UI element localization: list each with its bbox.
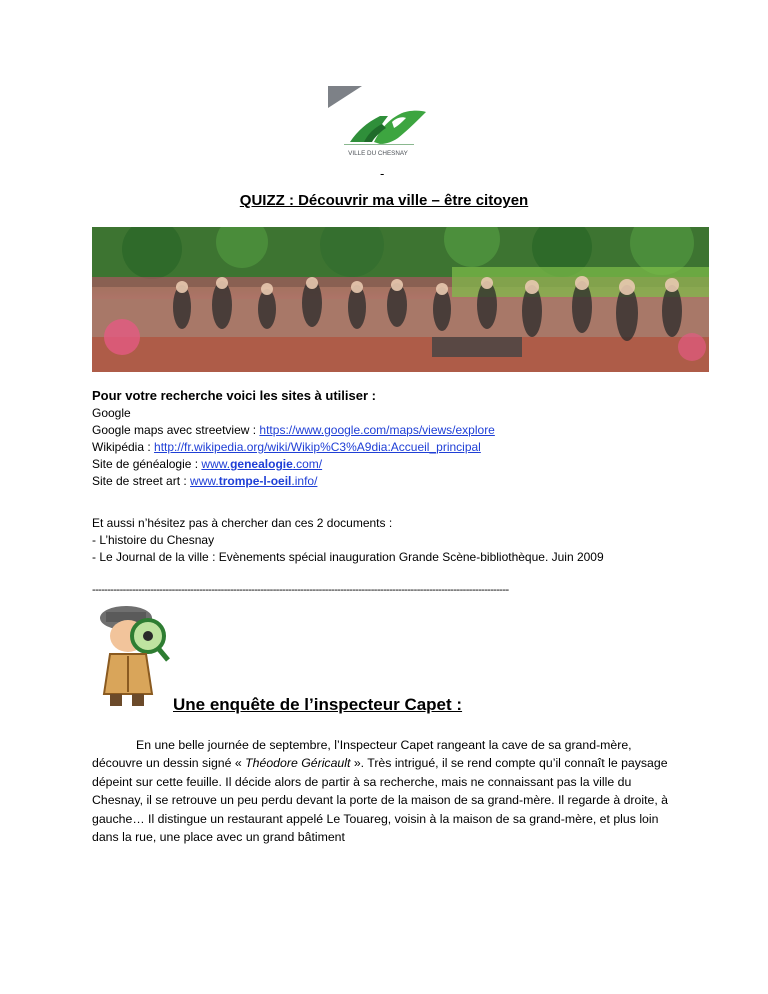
maps-label: Google maps avec streetview : <box>92 423 260 437</box>
story-text-end: ». Très intrigué, il se rend compte qu’il connaît le paysage dépeint sur cette feuille. Il décide alors de partir à sa recherche, mais ne connaissant pas la ville du Chesnay, il se retrouve un peu perdu devant la porte de la maison de sa grand-mère. Il regarde à droite, à gauche… Il distingue un restaurant appelé Le Touareg, voisin à la maison de sa grand-mère, et plus loin dans la rue, une place avec un grand bâtiment <box>92 756 669 845</box>
page-title: QUIZZ : Découvrir ma ville – être citoyen <box>239 192 529 209</box>
genealogy-link-prefix: www. <box>201 457 231 471</box>
logo-text: VILLE DU CHESNAY <box>348 150 408 157</box>
streetart-link-domain: trompe-l-oeil <box>218 474 292 488</box>
streetart-link-prefix: www. <box>190 474 219 488</box>
magnifying-glass-handle <box>158 648 168 660</box>
story-artist-name: Théodore Géricault <box>245 756 351 771</box>
research-heading: Pour votre recherche voici les sites à utiliser : <box>92 388 376 403</box>
streetart-line <box>92 473 495 490</box>
ville-du-chesnay-logo <box>328 86 428 164</box>
detective-right-shoe <box>132 694 144 706</box>
document-item-history: - L’histoire du Chesnay <box>92 533 215 547</box>
maps-link[interactable]: https://www.google.com/maps/views/explore <box>259 423 495 437</box>
genealogy-link-domain: genealogie <box>230 457 293 471</box>
detective-eye <box>143 631 153 641</box>
logo-divider <box>344 144 414 145</box>
genealogy-link-suffix: .com/ <box>292 457 323 471</box>
streetart-link-suffix: .info/ <box>291 474 318 488</box>
detective-left-shoe <box>110 694 122 706</box>
streetart-label: Site de street art : <box>92 474 191 488</box>
documents-list <box>92 515 604 566</box>
document-item-journal: - Le Journal de la ville : Evènements spécial inauguration Grande Scène-bibliothèque. Juin 2009 <box>92 550 604 564</box>
banner-photo <box>92 227 709 372</box>
documents-intro: Et aussi n’hésitez pas à chercher dan ces 2 documents : <box>92 516 393 530</box>
logo-corner-shape <box>328 86 362 108</box>
genealogy-line <box>92 456 495 473</box>
wiki-line <box>92 439 495 456</box>
streetart-link[interactable] <box>190 474 317 488</box>
maps-line <box>92 422 495 439</box>
header-dash: - <box>380 166 385 181</box>
dashed-separator: ---------------------------------------------------------------------------------------------------------------------------------------- <box>92 584 509 596</box>
story-paragraph <box>92 736 676 846</box>
story-text-start: En une belle journée de septembre, l’Inspecteur Capet rangeant la cave de sa grand-mère, découvre un dessin signé « <box>92 738 632 771</box>
genealogy-label: Site de généalogie : <box>92 457 202 471</box>
google-line: Google <box>92 406 131 420</box>
story-title: Une enquête de l’inspecteur Capet : <box>173 695 463 714</box>
detective-illustration <box>92 598 180 710</box>
research-list <box>92 405 495 490</box>
genealogy-link[interactable] <box>201 457 322 471</box>
wiki-link[interactable]: http://fr.wikipedia.org/wiki/Wikip%C3%A9dia:Accueil_principal <box>154 440 481 454</box>
wiki-label: Wikipédia : <box>92 440 155 454</box>
